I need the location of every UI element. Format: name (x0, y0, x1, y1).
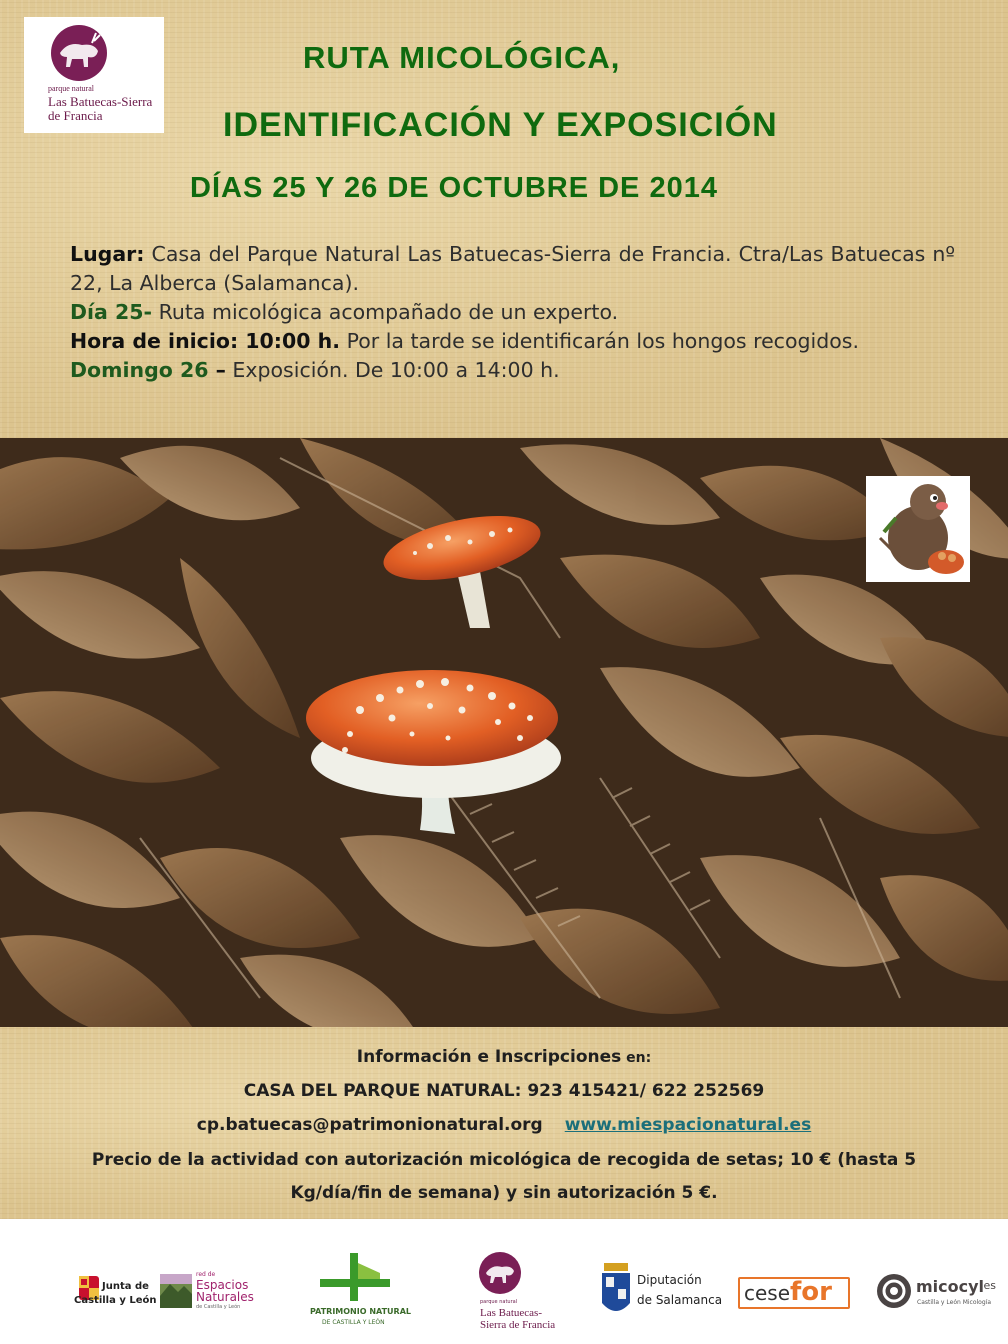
day25-text: Ruta micológica acompañado de un experto. (152, 300, 619, 324)
sunday-text: Exposición. De 10:00 a 14:00 h. (225, 358, 560, 382)
diputacion-salamanca-logo (600, 1263, 723, 1319)
diputacion-line-1: Diputación (637, 1273, 702, 1287)
info-heading-label: Información e Inscripciones (356, 1047, 622, 1067)
cesefor-part-1: cese (744, 1281, 791, 1305)
micocyl-name: micocyl (916, 1277, 985, 1296)
logo-park-name: Las Batuecas-Sierra de Francia (48, 94, 153, 123)
website-link[interactable]: www.miespacionatural.es (564, 1115, 812, 1135)
place-label: Lugar: (70, 242, 145, 266)
espacios-line-2: Naturales (196, 1290, 254, 1304)
title-line-2: IDENTIFICACIÓN Y EXPOSICIÓN (223, 106, 778, 144)
start-paragraph (70, 327, 955, 356)
crest-icon (600, 1263, 632, 1319)
cesefor-part-2: for (790, 1277, 832, 1307)
sunday-paragraph (70, 356, 955, 385)
espacios-naturales-logo (160, 1271, 270, 1314)
info-heading-suffix: en: (621, 1050, 652, 1066)
logo-small-text: parque natural (48, 84, 94, 93)
price-line-1: Precio de la actividad con autorización micológica de recogida de setas; 10 € (hasta 5 (91, 1150, 917, 1170)
micocyl-sub: Castilla y León Micología (917, 1299, 992, 1306)
cross-tree-icon (310, 1253, 400, 1303)
batuecas-small: parque natural (480, 1299, 518, 1305)
micocyl-logo (876, 1273, 996, 1313)
price-line-2: Kg/día/fin de semana) y sin autorización 5 €. (290, 1183, 718, 1203)
sunday-dash: – (208, 358, 226, 382)
place-text: Casa del Parque Natural Las Batuecas-Sierra de Francia. Ctra/Las Batuecas nº 22, La Alberca (Salamanca). (70, 242, 955, 295)
junta-line-1: Junta de (102, 1281, 149, 1292)
patrimonio-line-1: PATRIMONIO NATURAL (310, 1307, 411, 1316)
deer-emblem-icon (48, 23, 110, 83)
start-text: Por la tarde se identificarán los hongos recogidos. (340, 329, 859, 353)
batuecas-park-logo (24, 17, 164, 133)
leaf-litter-illustration (0, 438, 1008, 1027)
junta-line-2: Castilla y León (74, 1295, 157, 1306)
sponsor-footer (0, 1219, 1008, 1344)
diputacion-line-2: de Salamanca (637, 1293, 723, 1307)
espacios-small: red de (196, 1271, 216, 1278)
deer-emblem-icon (478, 1251, 522, 1295)
patrimonio-line-2: DE CASTILLA Y LEÓN (322, 1319, 385, 1326)
mushroom-picker-mascot (866, 476, 970, 582)
batuecas-line-1: Las Batuecas- (480, 1307, 542, 1319)
junta-castilla-leon-logo (66, 1275, 157, 1325)
event-details (70, 240, 955, 385)
patrimonio-natural-logo (300, 1253, 410, 1339)
landscape-icon (160, 1274, 192, 1308)
title-line-1: RUTA MICOLÓGICA, (303, 40, 621, 75)
mushroom-spiral-icon (876, 1273, 912, 1309)
batuecas-footer-logo (478, 1251, 568, 1343)
sunday-label: Domingo 26 (70, 358, 209, 382)
cesefor-logo (738, 1277, 850, 1309)
day25-paragraph (70, 298, 955, 327)
espacios-line-1: Espacios (196, 1278, 249, 1292)
batuecas-line-2: Sierra de Francia (480, 1319, 556, 1331)
info-phone: CASA DEL PARQUE NATURAL: 923 415421/ 622 252569 (243, 1081, 765, 1101)
info-heading (0, 1047, 1008, 1067)
micocyl-tld: .es (980, 1279, 996, 1292)
event-dates: DÍAS 25 Y 26 DE OCTUBRE DE 2014 (190, 172, 718, 204)
info-email[interactable]: cp.batuecas@patrimonionatural.org (196, 1115, 543, 1135)
place-paragraph (70, 240, 955, 298)
day25-label: Día 25- (70, 300, 153, 324)
info-contact (0, 1115, 1008, 1135)
espacios-sub: de Castilla y León (196, 1304, 241, 1310)
bear-mascot-icon (866, 476, 970, 582)
start-label: Hora de inicio: 10:00 h. (70, 329, 341, 353)
mushroom-photo (0, 438, 1008, 1027)
